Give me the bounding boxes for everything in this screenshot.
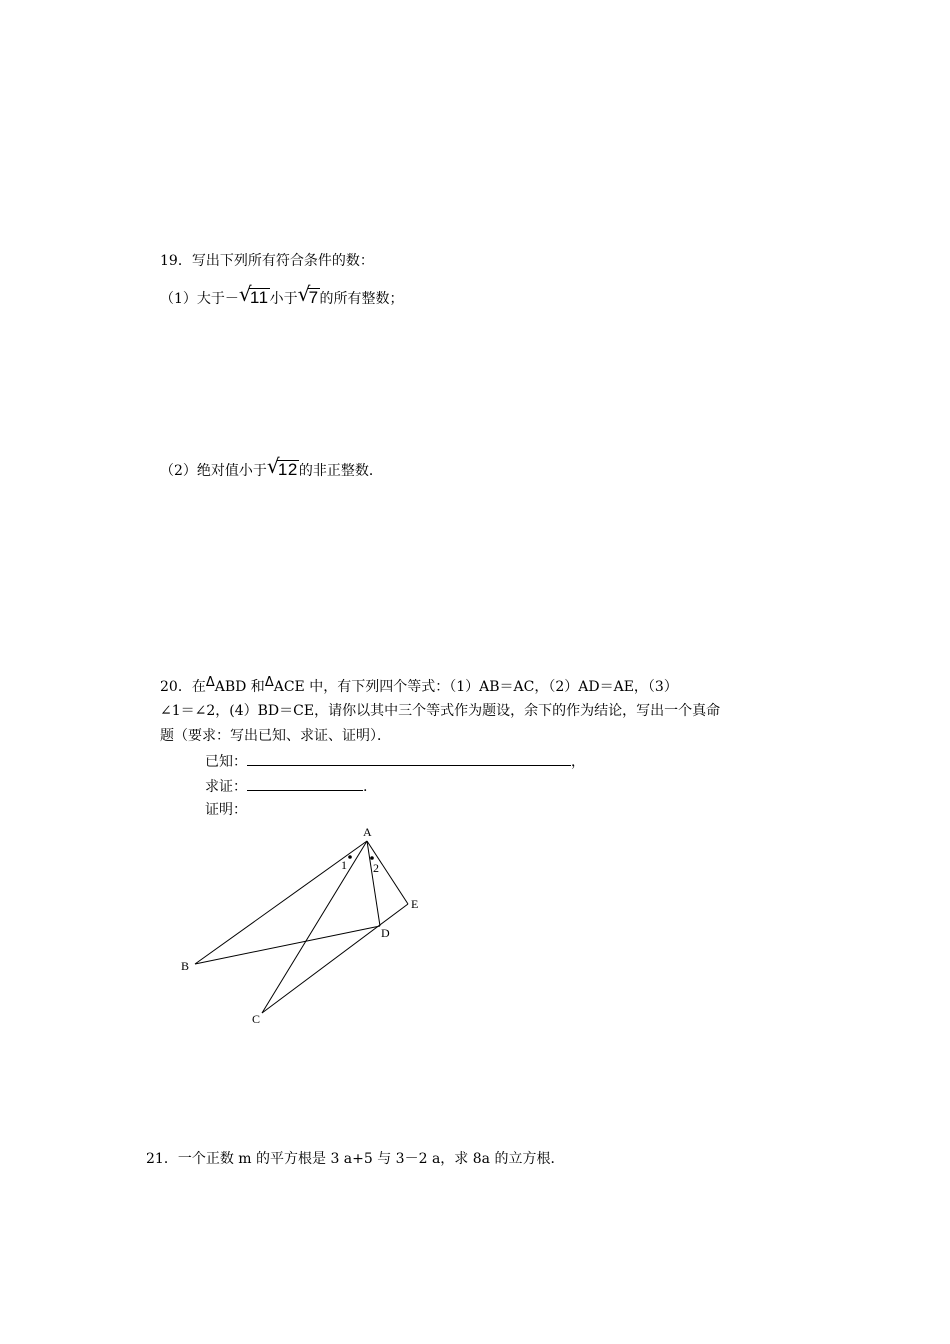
triangle-symbol: Δ xyxy=(264,675,274,690)
q19-part1-before: （1）大于－ xyxy=(160,291,239,307)
q19-part1 xyxy=(160,282,404,308)
radicand-7: 7 xyxy=(308,288,319,307)
angle2-mark xyxy=(370,856,374,860)
sqrt-12 xyxy=(266,454,299,480)
q19-part2-after: 的非正整数． xyxy=(298,463,383,479)
q19-part1-after: 的所有整数； xyxy=(319,291,404,307)
q20-l1b: ABD 和 xyxy=(214,679,265,695)
label-angle2: 2 xyxy=(373,861,379,875)
angle1-mark xyxy=(348,855,352,859)
prove-blank[interactable] xyxy=(247,776,363,791)
q20-line3: 题（要求：写出已知、求证、证明）． xyxy=(160,728,391,744)
known-blank[interactable] xyxy=(247,751,571,766)
known-label: 已知： xyxy=(205,754,247,770)
q20-l1a: 20．在 xyxy=(160,679,206,695)
q19-title: 19．写出下列所有符合条件的数： xyxy=(160,253,374,269)
q21-text: 21．一个正数 m 的平方根是 3 a+5 与 3－2 a，求 8a 的立方根． xyxy=(146,1151,565,1167)
label-A: A xyxy=(363,825,372,839)
radical-sign: √ xyxy=(297,282,311,306)
radicand-12: 12 xyxy=(277,460,298,479)
q20-proof: 证明： xyxy=(205,802,247,818)
prove-label: 求证： xyxy=(205,779,247,795)
q20-known xyxy=(205,751,585,771)
segment-AD xyxy=(367,841,380,926)
q20-line1 xyxy=(160,675,678,697)
q19-part2 xyxy=(160,454,383,480)
q19-part1-mid: 小于 xyxy=(269,291,298,307)
radical-sign: √ xyxy=(238,282,252,306)
sqrt-7 xyxy=(297,282,320,308)
sqrt-11 xyxy=(238,282,270,308)
segment-AC xyxy=(262,841,367,1013)
prove-end: . xyxy=(363,779,368,795)
label-C: C xyxy=(252,1012,261,1026)
q19-part2-before: （2）绝对值小于 xyxy=(160,463,267,479)
geometry-figure xyxy=(170,820,440,1035)
label-E: E xyxy=(411,897,419,911)
q20-line2: ∠1＝∠2，(4）BD＝CE，请你以其中三个等式作为题设，余下的作为结论，写出一个真命 xyxy=(160,703,721,719)
radicand-11: 11 xyxy=(249,288,269,307)
label-B: B xyxy=(181,959,190,973)
q20-prove xyxy=(205,776,367,796)
radical-sign: √ xyxy=(266,454,280,478)
label-D: D xyxy=(381,926,390,940)
q20-l1c: ACE 中，有下列四个等式：（1）AB＝AC，（2）AD＝AE，（3） xyxy=(273,679,678,695)
label-angle1: 1 xyxy=(341,858,347,872)
segment-CE xyxy=(262,904,408,1013)
triangle-symbol: Δ xyxy=(205,675,215,690)
known-end: ， xyxy=(571,754,585,770)
